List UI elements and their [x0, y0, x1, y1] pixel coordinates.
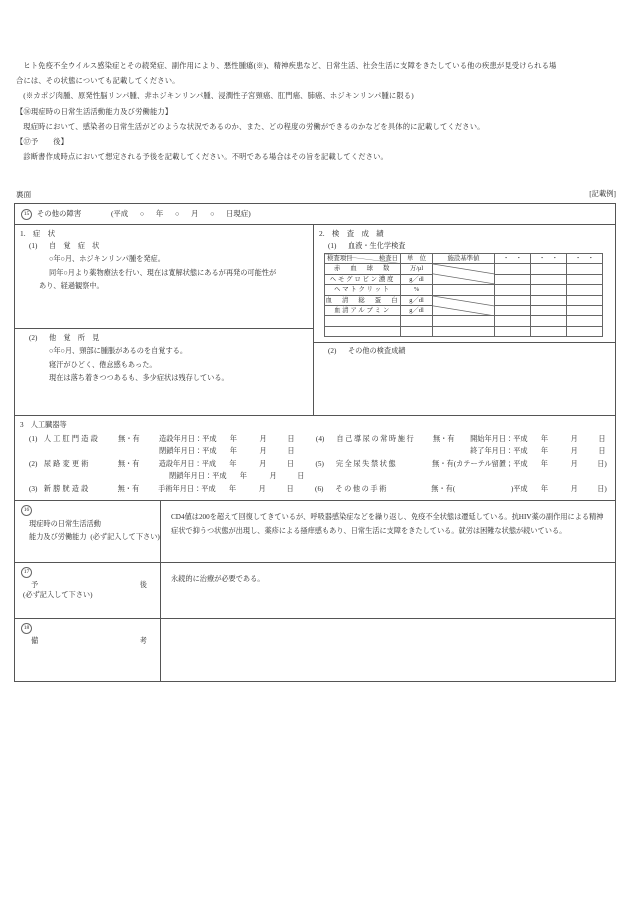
- lab-value-cell[interactable]: [567, 326, 603, 336]
- organ-date[interactable]: [158, 483, 303, 495]
- organ-name: 自己導尿の常時施行: [336, 435, 416, 443]
- lab-header-unit: 単 位: [401, 254, 433, 264]
- organ-date-day: 日): [597, 459, 607, 468]
- section-16-label-cell: [15, 501, 161, 562]
- intro-heading-17: 【⑰予 後】: [16, 137, 69, 147]
- objective-findings-text: [15, 343, 313, 386]
- date-day-label: 日現症): [226, 209, 251, 218]
- objective-line-2: 寝汗がひどく、倦怠感もあった。: [49, 360, 157, 369]
- lab-value-cell[interactable]: [531, 285, 567, 295]
- lab-item-name[interactable]: [325, 316, 401, 326]
- intro-line-2: 合には、その状態についても記載してください。: [16, 76, 180, 86]
- symptoms-heading: 1. 症 状: [20, 229, 56, 238]
- lab-item-unit[interactable]: [401, 316, 433, 326]
- section-15-date-prefix: (平成: [110, 209, 129, 218]
- lab-standard-cell[interactable]: [433, 285, 495, 295]
- organ-date-day: 日: [598, 447, 606, 456]
- lab-header-date-1: ・ ・: [495, 254, 531, 264]
- intro-heading-16: 【⑯現症時の日常生活活動能力及び労働能力】: [16, 106, 173, 116]
- lab-row-rbc: [325, 264, 603, 274]
- organ-date[interactable]: [470, 445, 615, 457]
- blood-chemistry-title: [314, 240, 615, 251]
- artificial-organs-section: [15, 416, 615, 501]
- lab-standard-cell[interactable]: [433, 326, 495, 336]
- lab-column: [314, 225, 615, 415]
- organ-date-month: 月: [269, 472, 277, 481]
- organ-date-day: 日): [597, 484, 607, 493]
- organ-choice-text: 無・有(カテーテル留置；平成: [432, 459, 528, 468]
- organ-choice[interactable]: 無・有: [117, 484, 140, 493]
- intro-line-3: (※カポジ肉腫、原発性脳リンパ腫、非ホジキンリンパ腫、浸潤性子宮頸癌、肛門癌、肺癌、ホジキンリンパ腫に限る): [23, 91, 414, 101]
- lab-value-cell[interactable]: [567, 295, 603, 305]
- date-month-label: 月: [190, 209, 199, 218]
- other-lab-label: (2): [328, 347, 337, 355]
- lab-item-name: 赤 血 球 数: [325, 264, 401, 274]
- organ-date-month: 月: [259, 459, 267, 468]
- section-18-label-cell: [15, 619, 161, 681]
- organ-date[interactable]: [169, 470, 319, 482]
- lab-standard-cell[interactable]: [433, 316, 495, 326]
- lab-item-unit: %: [401, 285, 433, 295]
- subjective-symptoms-text: [15, 251, 313, 294]
- organ-date-label: 終了年月日：平成: [470, 447, 528, 456]
- lab-value-cell[interactable]: [567, 264, 603, 274]
- lab-value-cell[interactable]: [531, 295, 567, 305]
- organ-choice[interactable]: [431, 483, 615, 495]
- organ-row-1b: [15, 445, 615, 457]
- lab-header-date: 検査日: [378, 255, 398, 262]
- organ-date-month: 月: [570, 484, 578, 493]
- section-16-text-line-2: 症状で抑うつ状態が出現し、薬疹による掻痒感もあり、日常生活に支障をきたしている。就労は困難な状態が続いている。: [171, 527, 567, 536]
- objective-line-3: 現在は落ち着きつつあるも、多少症状は残存している。: [49, 374, 229, 383]
- intro-line-7: 診断書作成時点において想定される予後を記載してください。不明である場合はその旨を記載してください。: [23, 152, 388, 162]
- lab-value-cell[interactable]: [567, 316, 603, 326]
- lab-header-date-2: ・ ・: [531, 254, 567, 264]
- subjective-label: (1): [29, 242, 38, 250]
- lab-value-cell[interactable]: [531, 274, 567, 284]
- organ-row-1: [15, 433, 615, 445]
- organ-date-year: 年: [540, 459, 548, 468]
- other-lab-subtitle: その他の検査成績: [347, 347, 406, 355]
- section-18-label: 備 考: [31, 637, 147, 646]
- organ-date-year: 年: [229, 447, 237, 456]
- organ-num: (3): [29, 484, 38, 493]
- organ-date[interactable]: [159, 445, 304, 457]
- section-16-label-line-2: 能力及び労働能力: [29, 532, 87, 541]
- organ-date-label: )平成: [510, 484, 528, 493]
- subjective-line-3: あり、経過観察中。: [39, 282, 104, 291]
- section-16-number: 16: [21, 505, 32, 516]
- organ-name: 人工肛門造設: [43, 435, 100, 443]
- lab-value-cell[interactable]: [567, 285, 603, 295]
- organ-date-month: 月: [570, 435, 578, 443]
- organ-date-year: 年: [239, 472, 247, 481]
- organ-row-3: [15, 483, 615, 495]
- organ-date-year: 年: [229, 459, 237, 468]
- organ-date[interactable]: [159, 458, 304, 470]
- organ-date-year: 年: [228, 484, 237, 493]
- organ-name: 完全尿失禁状態: [335, 459, 398, 468]
- section-17-label-cell: [15, 563, 161, 618]
- section-17-row: [15, 563, 615, 619]
- objective-findings-title: [15, 329, 313, 343]
- lab-row-blank-1: [325, 316, 603, 326]
- lab-value-cell[interactable]: [495, 326, 531, 336]
- page-side-label: 裏面: [16, 190, 32, 199]
- organ-num: (4): [315, 435, 325, 443]
- organ-date-day: 日: [286, 484, 294, 493]
- lab-value-cell[interactable]: [495, 306, 531, 316]
- section-16-value-cell[interactable]: [161, 501, 615, 562]
- lab-value-cell[interactable]: [567, 274, 603, 284]
- organ-date-day: 日: [297, 472, 305, 481]
- organ-date-label: 閉鎖年月日：平成: [169, 472, 227, 481]
- subjective-line-2: 同年○月より薬物療法を行い、現在は寛解状態にあるが再発の可能性が: [49, 268, 277, 277]
- lab-item-unit: g／dl: [401, 295, 433, 305]
- intro-instructions: [16, 58, 616, 164]
- objective-findings-block: [15, 329, 313, 415]
- organ-num: (6): [315, 484, 324, 493]
- lab-results-table: [324, 253, 603, 337]
- lab-item-name: 血 清 総 蛋 白: [325, 296, 400, 304]
- section-15-title: その他の障害: [36, 209, 82, 218]
- organ-choice[interactable]: 無・有: [432, 435, 455, 443]
- lab-value-cell[interactable]: [531, 306, 567, 316]
- organ-date[interactable]: [470, 433, 615, 445]
- organ-date-day: 日: [287, 435, 295, 443]
- section-17-label: 予 後: [31, 581, 147, 590]
- lab-value-cell[interactable]: [495, 316, 531, 326]
- lab-heading: 2. 検 査 成 績: [319, 229, 384, 238]
- section-17-text-line-1: 永続的に治療が必要である。: [171, 575, 265, 584]
- organ-date[interactable]: [159, 433, 304, 445]
- lab-row-total-protein: [325, 295, 603, 305]
- organ-date-year: 年: [540, 435, 549, 443]
- section-16-row: [15, 501, 615, 563]
- subjective-line-1: ○年○月、ホジキンリンパ腫を発症。: [49, 255, 165, 263]
- organ-date-month: 月: [570, 459, 578, 468]
- organ-date-day: 日: [287, 447, 295, 456]
- blood-chemistry-label: (1): [328, 242, 337, 250]
- section-16-text-line-1: CD4値は200を超えて回復してきているが、呼吸器感染症などを繰り返し、免疫不全状態は遷延している。抗HIV薬の副作用による精神: [171, 513, 604, 522]
- organ-date-month: 月: [259, 447, 267, 456]
- subjective-title: 自 覚 症 状: [48, 242, 100, 250]
- organ-choice[interactable]: 無・有: [118, 435, 140, 443]
- lab-row-blank-2: [325, 326, 603, 336]
- lab-standard-slash-2: [433, 295, 495, 316]
- organ-date-month: 月: [259, 435, 267, 443]
- section-18-row: [15, 619, 615, 681]
- organ-row-2: [15, 458, 615, 470]
- lab-item-unit: g／dl: [401, 274, 433, 284]
- date-circle-day: ○: [210, 210, 215, 218]
- other-lab-block: [314, 343, 615, 415]
- lab-standard-slash-1: [433, 264, 495, 285]
- lab-row-hematocrit: [325, 285, 603, 295]
- organ-num: (5): [315, 459, 324, 468]
- organ-date-label: 造設年月日：平成: [159, 435, 217, 443]
- section-17-value-cell[interactable]: [161, 563, 615, 618]
- organ-name: 新膀胱造設: [43, 484, 91, 493]
- organ-date-label: 閉鎖年月日：平成: [159, 447, 217, 456]
- section-17-note: (必ず記入して下さい): [23, 591, 93, 600]
- intro-line-5: 現症時において、感染者の日常生活がどのような状況であるのか、また、どの程度の労働ができるのかなどを具体的に記載してください。: [23, 121, 485, 131]
- certificate-form: [14, 203, 616, 682]
- organ-date-label: 手術年月日：平成: [158, 484, 216, 493]
- organ-date-year: 年: [229, 435, 237, 443]
- organ-date-year: 年: [540, 484, 549, 493]
- section-15-header: [15, 204, 615, 225]
- lab-item-name[interactable]: [325, 326, 401, 336]
- organ-date-month: 月: [258, 484, 266, 493]
- organ-date-month: 月: [570, 447, 578, 456]
- section-18-value-cell[interactable]: [161, 619, 615, 681]
- blood-chemistry-block: [314, 225, 615, 343]
- organ-choice-text: 無・有(: [431, 484, 456, 493]
- intro-line-1: ヒト免疫不全ウイルス感染症とその続発症、副作用により、悪性腫瘍(※)、精神疾患など、日常生活、社会生活に支障をきたしている他の疾患が見受けられる場: [23, 61, 557, 70]
- symptoms-and-lab-row: [15, 225, 615, 416]
- organ-date-label: 造設年月日：平成: [158, 459, 217, 468]
- lab-value-cell[interactable]: [495, 264, 531, 274]
- organ-choice[interactable]: [432, 458, 615, 470]
- lab-value-cell[interactable]: [531, 264, 567, 274]
- organ-date-label: 開始年月日：平成: [470, 435, 528, 443]
- lab-item-unit: g／dl: [401, 306, 433, 316]
- lab-item-unit: 万/μl: [401, 264, 433, 274]
- blood-chemistry-subtitle: 血液・生化学検査: [347, 242, 406, 250]
- organs-heading: 3 人工臓器等: [20, 421, 67, 429]
- lab-value-cell[interactable]: [495, 274, 531, 284]
- date-circle-year: ○: [139, 210, 145, 218]
- organ-num: (2): [29, 459, 38, 468]
- lab-item-unit[interactable]: [401, 326, 433, 336]
- lab-header-standard: 施設基準値: [433, 254, 495, 264]
- example-label: [記載例]: [589, 189, 616, 198]
- lab-item-name: 血清アルブミン: [325, 306, 401, 316]
- subjective-symptoms-title: [15, 240, 313, 251]
- organ-row-2b: [15, 470, 615, 482]
- section-17-number: 17: [21, 567, 32, 578]
- lab-value-cell[interactable]: [495, 295, 531, 305]
- section-15-number: 15: [21, 209, 32, 220]
- organ-name: その他の手術: [335, 484, 388, 493]
- other-lab-title: [314, 343, 615, 356]
- section-18-number: 18: [21, 623, 32, 634]
- lab-item-name: ヘマトクリット: [325, 285, 401, 295]
- organ-name: 尿路変更術: [43, 459, 91, 468]
- lab-value-cell[interactable]: [531, 326, 567, 336]
- symptoms-column: [15, 225, 314, 415]
- organ-choice[interactable]: 無・有: [117, 459, 140, 468]
- organ-date-day: 日: [598, 435, 606, 443]
- objective-title: 他 覚 所 見: [48, 334, 100, 342]
- lab-header-corner: [325, 254, 401, 264]
- date-year-label: 年: [155, 209, 164, 218]
- section-16-label-line-1: 現症時の日常生活活動: [29, 520, 101, 529]
- organ-date-year: 年: [540, 447, 549, 456]
- organ-date-day: 日: [286, 459, 295, 468]
- lab-header-item: 検査項目: [327, 255, 353, 263]
- lab-header-date-3: ・ ・: [567, 254, 603, 264]
- subjective-symptoms-block: [15, 225, 313, 329]
- lab-item-name: ヘモグロビン濃度: [325, 274, 401, 284]
- date-circle-month: ○: [174, 210, 180, 218]
- lab-value-cell[interactable]: [567, 306, 603, 316]
- objective-line-1: ○年○月、頸部に腫脹があるのを自覚する。: [49, 347, 188, 355]
- section-16-note: (必ず記入して下さい): [90, 532, 160, 541]
- organ-num: (1): [29, 435, 38, 443]
- lab-value-cell[interactable]: [531, 316, 567, 326]
- lab-value-cell[interactable]: [495, 285, 531, 295]
- objective-label: (2): [29, 334, 38, 342]
- lab-table-header-row: [325, 254, 603, 264]
